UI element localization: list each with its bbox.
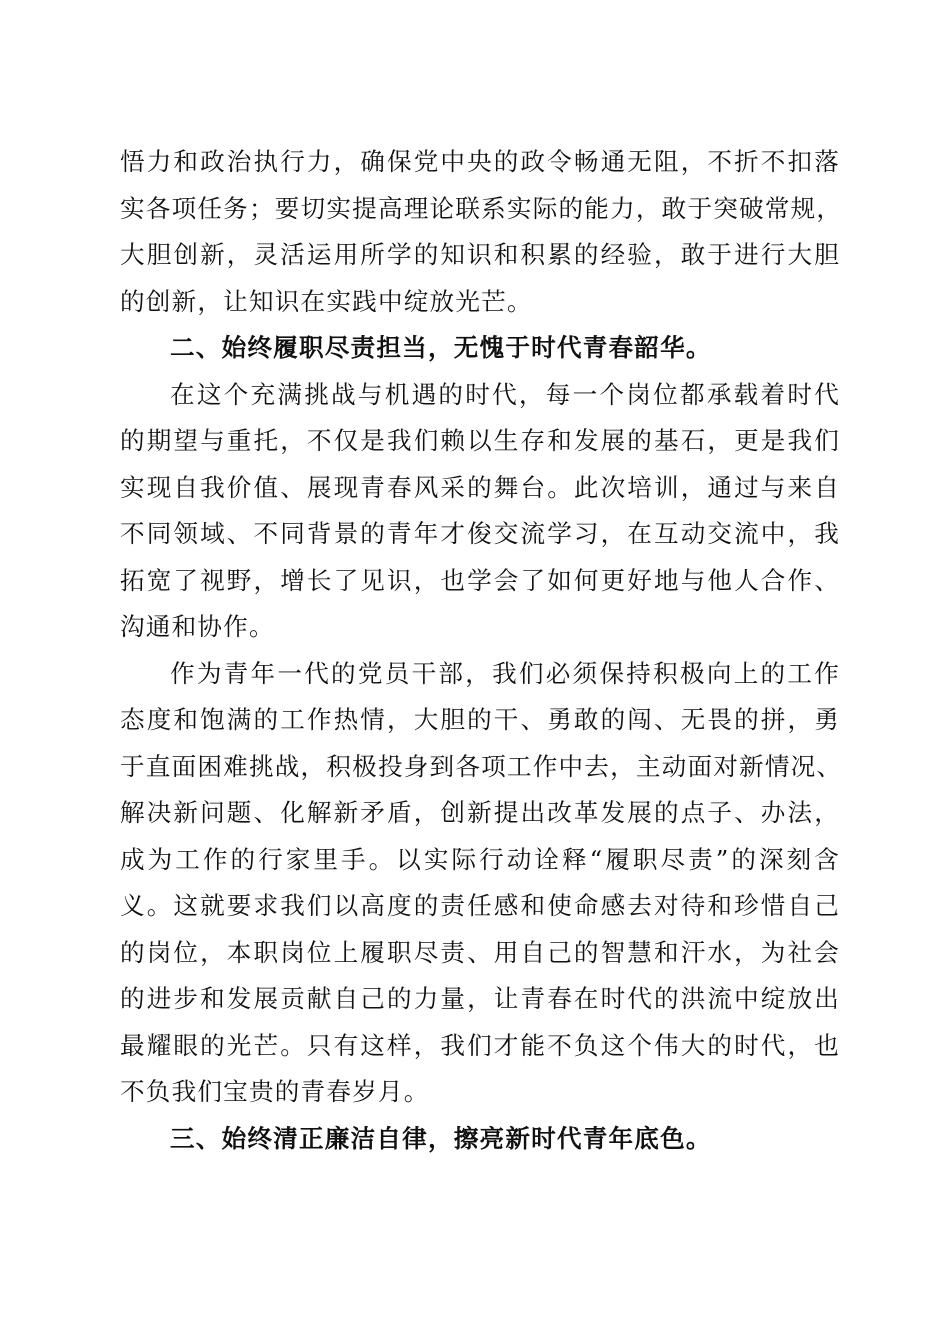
text-line: 最耀眼的光芒。只有这样，我们才能不负这个伟大的时代，也: [120, 1030, 840, 1060]
text-line: 义。这就要求我们以高度的责任感和使命感去对待和珍惜自己: [120, 891, 840, 920]
text-line: 不同领域、不同背景的青年才俊交流学习，在互动交流中，我: [120, 519, 840, 548]
text-line: 实各项任务；要切实提高理论联系实际的能力，敢于突破常规，: [120, 193, 843, 223]
text-line: 的进步和发展贡献自己的力量，让青春在时代的洪流中绽放出: [120, 984, 840, 1013]
text-line: 实现自我价值、展现青春风采的舞台。此次培训，通过与来自: [120, 472, 840, 502]
paragraph-start: 作为青年一代的党员干部，我们必须保持积极向上的工作: [170, 658, 840, 688]
text-line: 不负我们宝贵的青春岁月。: [120, 1077, 430, 1106]
text-line: 拓宽了视野，增长了见识，也学会了如何更好地与他人合作、: [120, 565, 840, 595]
text-line: 沟通和协作。: [120, 612, 275, 641]
text-line: 大胆创新，灵活运用所学的知识和积累的经验，敢于进行大胆: [120, 240, 840, 269]
section-heading-2: 二、始终履职尽责担当，无愧于时代青春韶华。: [170, 333, 712, 362]
text-line: 态度和饱满的工作热情，大胆的干、勇敢的闯、无畏的拼，勇: [120, 705, 840, 734]
text-line: 悟力和政治执行力，确保党中央的政令畅通无阻，不折不扣落: [120, 147, 840, 176]
text-line: 解决新问题、化解新矛盾，创新提出改革发展的点子、办法，: [120, 798, 840, 827]
text-line: 的岗位，本职岗位上履职尽责、用自己的智慧和汗水，为社会: [120, 937, 840, 967]
document-body: [120, 139, 843, 1162]
paragraph-start: 在这个充满挑战与机遇的时代，每一个岗位都承载着时代: [170, 379, 840, 409]
text-line: 于直面困难挑战，积极投身到各项工作中去，主动面对新情况、: [120, 751, 843, 781]
text-line: 的期望与重托，不仅是我们赖以生存和发展的基石，更是我们: [120, 426, 840, 455]
section-heading-3: 三、始终清正廉洁自律，擦亮新时代青年底色。: [170, 1123, 712, 1153]
text-line: 成为工作的行家里手。以实际行动诠释“履职尽责”的深刻含: [120, 844, 840, 874]
text-line: 的创新，让知识在实践中绽放光芒。: [120, 286, 533, 316]
